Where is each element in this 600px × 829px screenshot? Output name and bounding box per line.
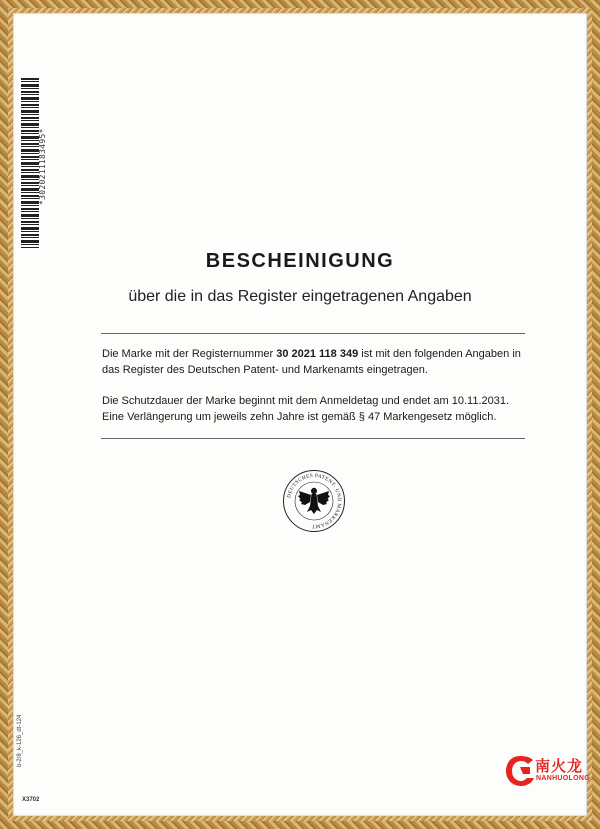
side-reference-code: b-2/8_k-126_dt-124 [17,714,23,767]
watermark-latin-text: NANHUOLONG [536,775,590,782]
registration-text-prefix: Die Marke mit der Registernummer [102,348,277,360]
barcode [21,78,39,248]
form-code: X3702 [22,797,40,803]
register-number: 30 2021 118 349 [276,348,359,360]
document-title: BESCHEINIGUNG [205,250,395,272]
divider-top [101,333,525,334]
divider-bottom [101,438,525,439]
official-seal-icon [282,469,346,533]
watermark [503,752,593,792]
barcode-number: *3020211183495* [38,128,47,205]
protection-paragraph [102,394,532,425]
renewal-text: Eine Verlängerung um jeweils zehn Jahre ist gemäß § 47 Markengesetz möglich. [102,410,497,423]
watermark-chinese-text: 南火龙 [535,757,584,775]
document-subtitle: über die in das Register eingetragenen Angaben [128,288,472,305]
protection-duration-text: Die Schutzdauer der Marke beginnt mit dem Anmeldetag und endet am 10.11.2031. [102,395,510,407]
registration-paragraph [102,347,532,378]
registration-text-suffix: ist mit den folgenden Angaben in das Register des Deutschen Patent- und Markenamts eingetragen. [102,348,521,376]
dragon-logo-icon [503,752,537,790]
eagle-emblem-icon [298,488,330,514]
seal-ring-text: DEUTSCHES PATENT- UND MARKENAMT [286,472,343,530]
